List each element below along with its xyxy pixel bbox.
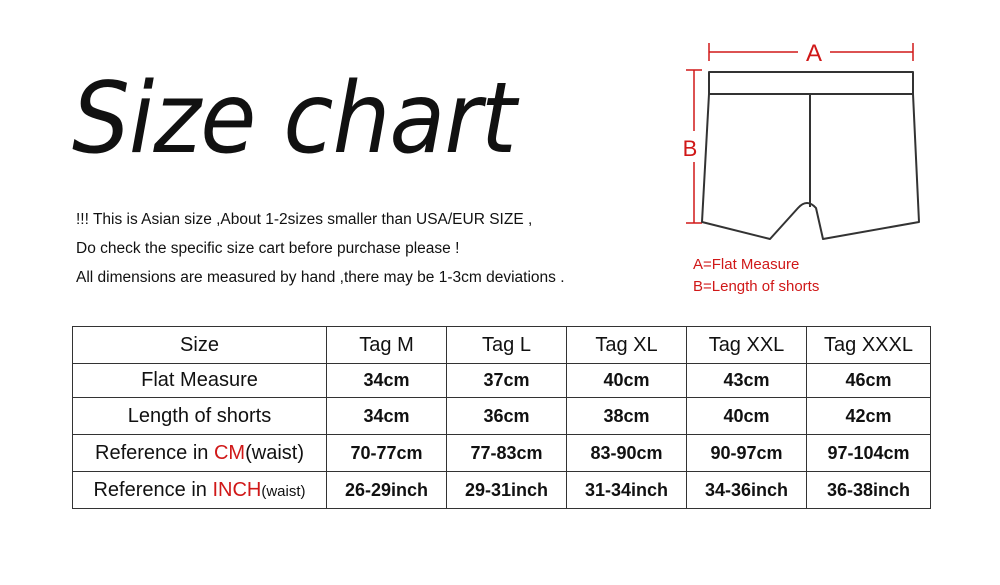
cell-value: 40cm	[687, 398, 807, 435]
dimension-b	[683, 70, 702, 223]
label-prefix: Reference in	[95, 441, 214, 464]
cell-value: 38cm	[567, 398, 687, 435]
label-suffix: (waist)	[261, 482, 306, 500]
shorts-diagram	[670, 30, 930, 250]
cell-value: 29-31inch	[447, 472, 567, 509]
header-tag-xl: Tag XL	[567, 327, 687, 364]
table-row	[73, 398, 931, 435]
header-tag-l: Tag L	[447, 327, 567, 364]
header-tag-xxxl: Tag XXXL	[807, 327, 931, 364]
shorts-outline	[702, 72, 919, 239]
cell-value: 97-104cm	[807, 435, 931, 472]
legend-a: A=Flat Measure	[693, 256, 800, 273]
row-label-length-of-shorts: Length of shorts	[73, 398, 327, 435]
label-b: B	[682, 136, 698, 161]
note-measurement-deviation: All dimensions are measured by hand ,there may be 1-3cm deviations .	[76, 269, 565, 286]
row-label-reference-inch	[73, 472, 327, 509]
size-table	[72, 326, 931, 509]
cell-value: 37cm	[447, 364, 567, 398]
size-notes	[76, 205, 565, 292]
cell-value: 36cm	[447, 398, 567, 435]
page-title: Size chart	[72, 62, 516, 176]
cell-value: 31-34inch	[567, 472, 687, 509]
cell-value: 77-83cm	[447, 435, 567, 472]
label-suffix: (waist)	[245, 441, 304, 464]
header-tag-xxl: Tag XXL	[687, 327, 807, 364]
cell-value: 34cm	[327, 364, 447, 398]
label-prefix: Reference in	[93, 478, 213, 501]
table-row	[73, 472, 931, 509]
table-row	[73, 364, 931, 398]
label-unit: CM	[213, 441, 246, 464]
note-check-size: Do check the specific size cart before purchase please !	[76, 240, 460, 257]
table-row	[73, 435, 931, 472]
legend-b: B=Length of shorts	[693, 278, 820, 295]
header-tag-m: Tag M	[327, 327, 447, 364]
cell-value: 46cm	[807, 364, 931, 398]
cell-value: 70-77cm	[327, 435, 447, 472]
cell-value: 34cm	[327, 398, 447, 435]
header-size: Size	[73, 327, 327, 364]
diagram-legend	[693, 254, 819, 298]
cell-value: 40cm	[567, 364, 687, 398]
label-a: A	[805, 40, 823, 67]
label-unit: INCH	[212, 478, 262, 501]
cell-value: 36-38inch	[807, 472, 931, 509]
dimension-a	[709, 40, 913, 67]
cell-value: 83-90cm	[567, 435, 687, 472]
table-header-row	[73, 327, 931, 364]
cell-value: 26-29inch	[327, 472, 447, 509]
cell-value: 34-36inch	[687, 472, 807, 509]
cell-value: 90-97cm	[687, 435, 807, 472]
cell-value: 43cm	[687, 364, 807, 398]
row-label-reference-cm	[73, 435, 327, 472]
row-label-flat-measure: Flat Measure	[73, 364, 327, 398]
note-asian-size: !!! This is Asian size ,About 1-2sizes smaller than USA/EUR SIZE ,	[76, 211, 533, 228]
cell-value: 42cm	[807, 398, 931, 435]
